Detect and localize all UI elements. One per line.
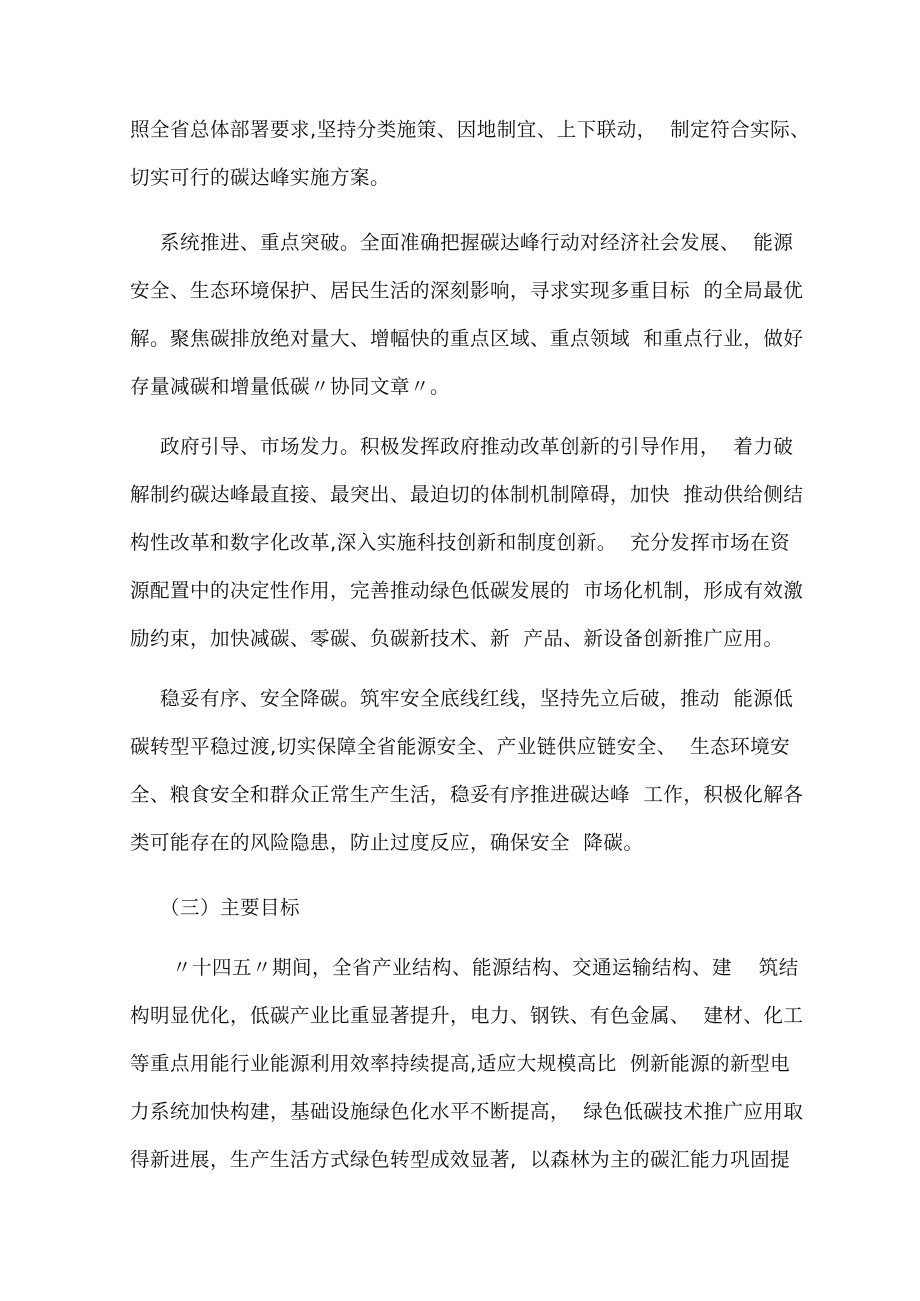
section-heading: （三）主要目标 [160,896,301,919]
paragraph-line: 励约束，加快减碳、零碳、负碳新技术、新 产品、新设备创新推广应用。 [130,627,784,650]
paragraph-line: 全、粮食安全和群众正常生产生活，稳妥有序推进碳达峰 工作，积极化解各 [130,783,804,806]
paragraph-line: 存量减碳和增量低碳〃协同文章〃。 [130,375,451,398]
paragraph-line: 碳转型平稳过渡,切实保障全省能源安全、产业链供应链安全、 生态环境安 [130,735,791,758]
paragraph-line: 类可能存在的风险隐患，防止过度反应，确保安全 降碳。 [130,831,644,854]
paragraph-first-line: 政府引导、市场发力。积极发挥政府推动改革创新的引导作用， 着力破 [160,435,794,458]
paragraph-line: 解。聚焦碳排放绝对量大、增幅快的重点区域、重点领域 和重点行业，做好 [130,327,804,350]
paragraph-line: 等重点用能行业能源利用效率持续提高,适应大规模高比 例新能源的新型电 [130,1052,791,1075]
paragraph-line: 构明显优化，低碳产业比重显著提升，电力、钢铁、有色金属、 建材、化工 [130,1004,804,1027]
paragraph-line: 构性改革和数字化改革,深入实施科技创新和制度创新。 充分发挥市场在资 [130,531,791,554]
paragraph-first-line: 稳妥有序、安全降碳。筑牢安全底线红线，坚持先立后破，推动 能源低 [160,687,794,710]
paragraph-first-line: 系统推进、重点突破。全面准确把握碳达峰行动对经济社会发展、 能源 [160,231,794,254]
paragraph-first-line: 〃十四五〃期间，全省产业结构、能源结构、交通运输结构、建 筑结 [172,956,799,979]
paragraph-line: 切实可行的碳达峰实施方案。 [130,166,391,189]
paragraph-line: 解制约碳达峰最直接、最突出、最迫切的体制机制障碍，加快 推动供给侧结 [130,483,804,506]
paragraph-line: 安全、生态环境保护、居民生活的深刻影响，寻求实现多重目标 的全局最优 [130,279,804,302]
paragraph-line: 力系统加快构建，基础设施绿色化水平不断提高， 绿色低碳技术推广应用取 [130,1100,804,1123]
paragraph-line: 照全省总体部署要求,坚持分类施策、因地制宜、上下联动， 制定符合实际、 [130,118,811,141]
paragraph-line: 源配置中的决定性作用，完善推动绿色低碳发展的 市场化机制，形成有效激 [130,579,804,602]
paragraph-line: 得新进展，生产生活方式绿色转型成效显著, 以森林为主的碳汇能力巩固提 [130,1148,791,1171]
